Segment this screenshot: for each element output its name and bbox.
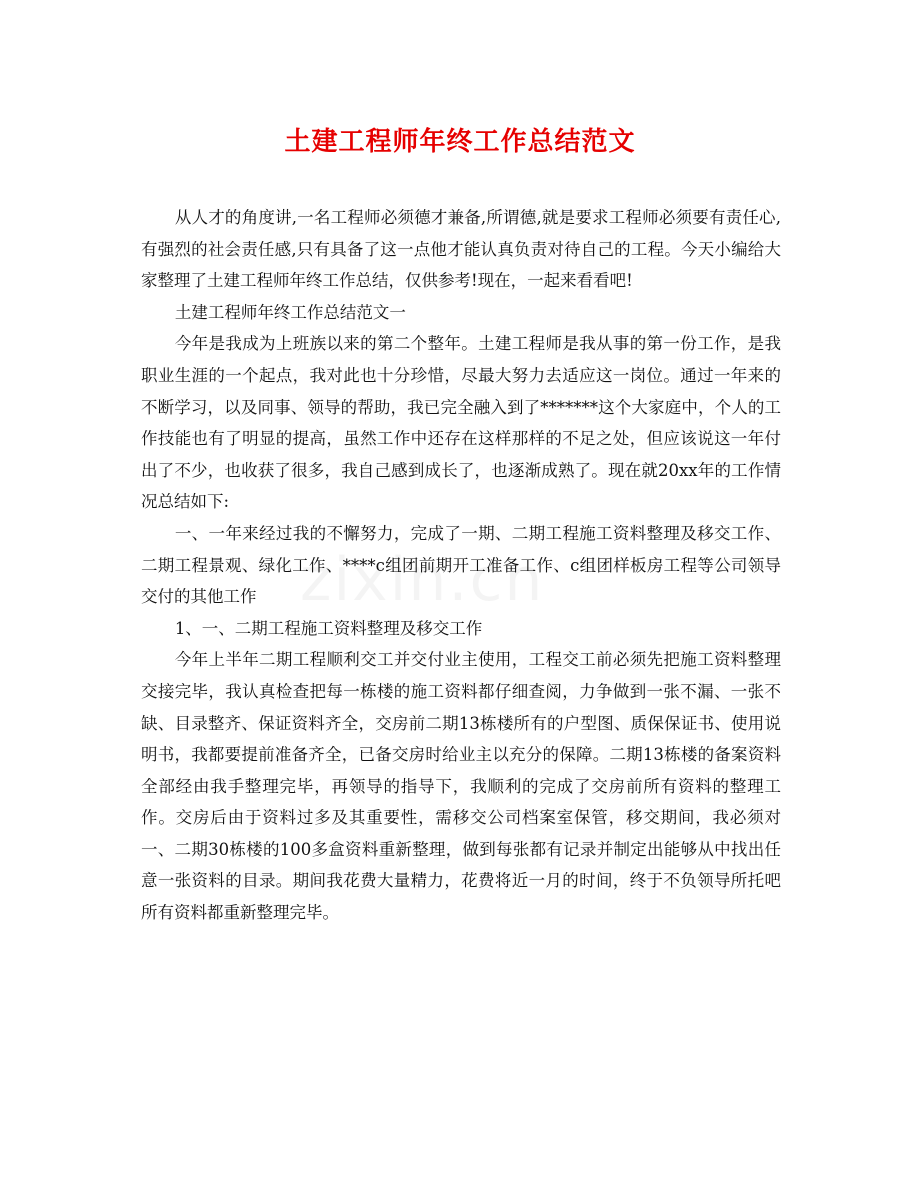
intro-paragraph: 从人才的角度讲,一名工程师必须德才兼备,所谓德,就是要求工程师必须要有责任心,有强烈的社会责任感,只有具备了这一点他才能认真负责对待自己的工程。今天小编给大家整理了土建工程师年终工作总结，仅供参考!现在，一起来看看吧!	[141, 208, 781, 291]
subsection-heading: 1、一、二期工程施工资料整理及移交工作	[174, 618, 483, 638]
body-paragraph: 一、一年来经过我的不懈努力，完成了一期、二期工程施工资料整理及移交工作、二期工程景观、绿化工作、****c组团前期开工准备工作、c组团样板房工程等公司领导交付的其他工作	[141, 523, 781, 607]
document-body	[141, 202, 781, 929]
section-heading: 土建工程师年终工作总结范文一	[174, 302, 406, 322]
document-title: 土建工程师年终工作总结范文	[284, 127, 636, 157]
body-paragraph: 今年是我成为上班族以来的第二个整年。土建工程师是我从事的第一份工作，是我职业生涯的一个起点，我对此也十分珍惜，尽最大努力去适应这一岗位。通过一年来的不断学习，以及同事、领导的帮助，我已完全融入到了*******这个大家庭中，个人的工作技能也有了明显的提高，虽然工作中还存在这样那样的不足之处，但应该说这一年付出了不少，也收获了很多，我自己感到成长了，也逐渐成熟了。现在就20xx年的工作情况总结如下:	[141, 334, 781, 512]
body-paragraph: 今年上半年二期工程顺利交工并交付业主使用，工程交工前必须先把施工资料整理交接完毕，我认真检查把每一栋楼的施工资料都仔细查阅，力争做到一张不漏、一张不缺、目录整齐、保证资料齐全，交房前二期13栋楼所有的户型图、质保保证书、使用说明书，我都要提前准备齐全，已备交房时给业主以充分的保障。二期13栋楼的备案资料全部经由我手整理完毕，再领导的指导下，我顺利的完成了交房前所有资料的整理工作。交房后由于资料过多及其重要性，需移交公司档案室保管，移交期间，我必须对一、二期30栋楼的100多盒资料重新整理，做到每张都有记录并制定出能够从中找出任意一张资料的目录。期间我花费大量精力，花费将近一月的时间，终于不负领导所托吧所有资料都重新整理完毕。	[141, 650, 781, 923]
